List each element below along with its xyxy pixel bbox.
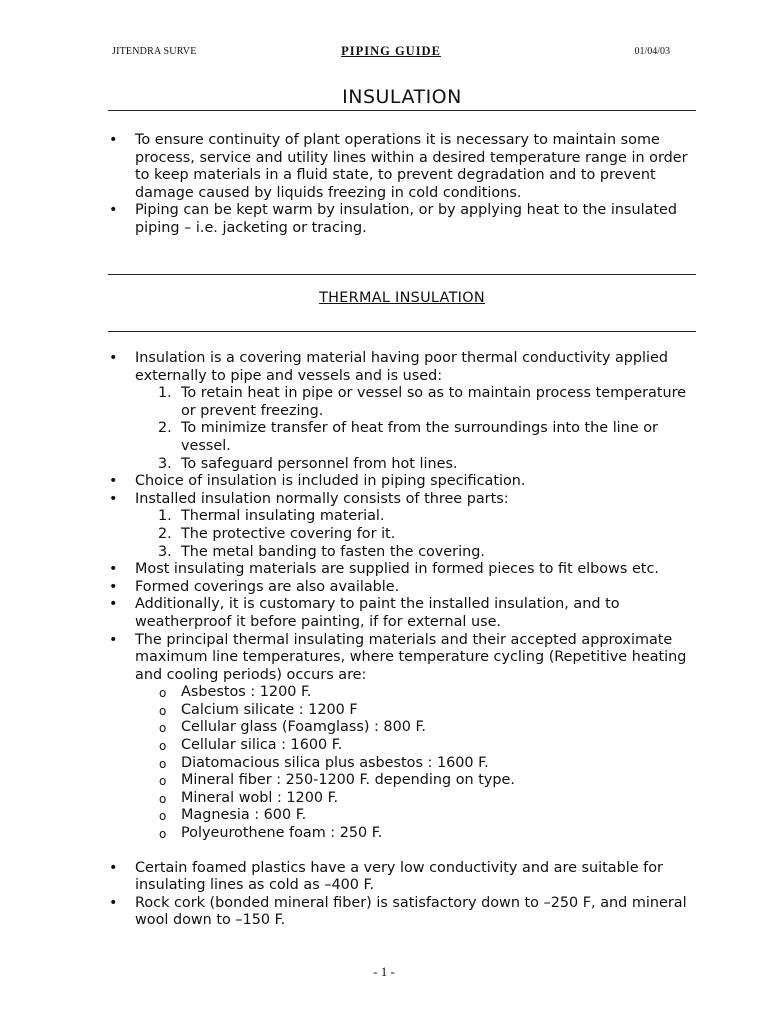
- item-text: Formed coverings are also available.: [135, 578, 400, 595]
- header-date: 01/04/03: [634, 46, 670, 57]
- item-text: Calcium silicate : 1200 F: [181, 701, 358, 718]
- bullet-icon: •: [109, 350, 118, 366]
- circle-bullet-icon: o: [159, 721, 167, 736]
- intro-text-2: Piping can be kept warm by insulation, or by applying heat to the insulated piping – i.e. jacketing or tracing.: [135, 202, 678, 236]
- numbered-item: [108, 456, 698, 474]
- list-item: [108, 596, 698, 631]
- numbered-item: [108, 508, 698, 526]
- numbered-item: [108, 385, 698, 420]
- list-item: [108, 491, 698, 509]
- circle-bullet-icon: o: [159, 703, 167, 718]
- number-marker: 2.: [158, 525, 172, 542]
- bullet-icon: •: [109, 596, 118, 613]
- circle-bullet-icon: o: [159, 809, 167, 824]
- intro-list: [108, 132, 698, 238]
- item-text: Cellular glass (Foamglass) : 800 F.: [181, 719, 427, 736]
- material-item: [108, 684, 698, 702]
- material-item: [108, 825, 698, 843]
- material-item: [108, 702, 698, 720]
- list-item: [108, 132, 698, 202]
- material-item: [108, 755, 698, 773]
- header-guide-title: PIPING GUIDE: [341, 44, 441, 58]
- item-text: The metal banding to fasten the covering.: [181, 543, 485, 560]
- bullet-icon: •: [109, 473, 118, 490]
- item-text: Magnesia : 600 F.: [181, 807, 307, 824]
- list-item: [108, 202, 698, 237]
- item-text: Most insulating materials are supplied in formed pieces to fit elbows etc.: [135, 561, 659, 578]
- numbered-item: [108, 544, 698, 562]
- circle-bullet-icon: o: [159, 827, 167, 842]
- list-item: [108, 473, 698, 491]
- number-marker: 2.: [158, 420, 172, 437]
- number-marker: 1.: [158, 508, 172, 525]
- section-rule-bottom: [108, 331, 696, 332]
- bullet-icon: •: [109, 894, 118, 911]
- item-text: Rock cork (bonded mineral fiber) is satisfactory down to –250 F, and mineral wool down to –150 F.: [135, 894, 687, 929]
- header-author: JITENDRA SURVE: [112, 46, 197, 57]
- circle-bullet-icon: o: [159, 756, 167, 771]
- material-item: [108, 719, 698, 737]
- item-text: Polyeurothene foam : 250 F.: [181, 825, 383, 842]
- item-text: Additionally, it is customary to paint the installed insulation, and to weatherproof it before painting, if for external use.: [135, 596, 620, 630]
- material-item: [108, 772, 698, 790]
- bullet-icon: •: [109, 561, 118, 578]
- bullet-icon: •: [109, 859, 118, 876]
- list-item: [108, 860, 698, 895]
- item-text: Installed insulation normally consists of three parts:: [135, 490, 509, 507]
- list-item: [108, 561, 698, 579]
- circle-bullet-icon: o: [159, 686, 167, 701]
- item-text: The protective covering for it.: [181, 525, 396, 542]
- circle-bullet-icon: o: [159, 791, 167, 806]
- item-text: To safeguard personnel from hot lines.: [181, 455, 458, 472]
- number-marker: 3.: [158, 455, 172, 472]
- item-text: Thermal insulating material.: [181, 508, 385, 525]
- numbered-item: [108, 526, 698, 544]
- circle-bullet-icon: o: [159, 774, 167, 789]
- item-text: Asbestos : 1200 F.: [181, 684, 312, 701]
- list-item: [108, 895, 698, 930]
- item-text: Cellular silica : 1600 F.: [181, 737, 343, 754]
- thermal-insulation-list: [108, 350, 698, 930]
- bullet-icon: •: [109, 578, 118, 595]
- section-title: THERMAL INSULATION: [319, 290, 485, 306]
- page-header: [112, 44, 670, 60]
- bullet-icon: •: [109, 631, 118, 648]
- material-item: [108, 807, 698, 825]
- item-text: Mineral wobl : 1200 F.: [181, 789, 339, 806]
- item-text: To retain heat in pipe or vessel so as to maintain process temperature or prevent freezing.: [181, 385, 687, 419]
- list-item: [108, 632, 698, 685]
- bullet-icon: •: [109, 202, 118, 219]
- material-item: [108, 790, 698, 808]
- title-rule: [108, 110, 696, 111]
- item-text: The principal thermal insulating materials and their accepted approximate maximum line temperatures, where temperature cycling (Repetitive heating and cooling periods) occurs are:: [135, 631, 687, 683]
- list-item: [108, 579, 698, 597]
- bullet-icon: •: [109, 490, 118, 507]
- item-text: Choice of insulation is included in piping specification.: [135, 473, 526, 490]
- number-marker: 3.: [158, 543, 172, 560]
- item-text: Certain foamed plastics have a very low conductivity and are suitable for insulating lines as cold as –400 F.: [135, 859, 663, 894]
- bullet-icon: •: [109, 132, 118, 148]
- page-number: - 1 -: [373, 964, 395, 979]
- item-text: To minimize transfer of heat from the surroundings into the line or vessel.: [181, 420, 658, 454]
- section-rule-top: [108, 274, 696, 275]
- page-title: INSULATION: [342, 86, 462, 108]
- circle-bullet-icon: o: [159, 739, 167, 754]
- numbered-item: [108, 420, 698, 455]
- spacer: [108, 843, 698, 860]
- item-text: Mineral fiber : 250-1200 F. depending on type.: [181, 772, 515, 789]
- number-marker: 1.: [158, 385, 172, 402]
- list-item: [108, 350, 698, 385]
- item-text: Diatomacious silica plus asbestos : 1600 F.: [181, 754, 489, 771]
- intro-text-1: To ensure continuity of plant operations it is necessary to maintain some process, service and utility lines within a desired temperature range in order to keep materials in a fluid state, to prevent degradation and to prevent damage caused by liquids freezing in cold conditions.: [135, 132, 688, 201]
- item-text: Insulation is a covering material having poor thermal conductivity applied externally to pipe and vessels and is used:: [135, 350, 669, 384]
- material-item: [108, 737, 698, 755]
